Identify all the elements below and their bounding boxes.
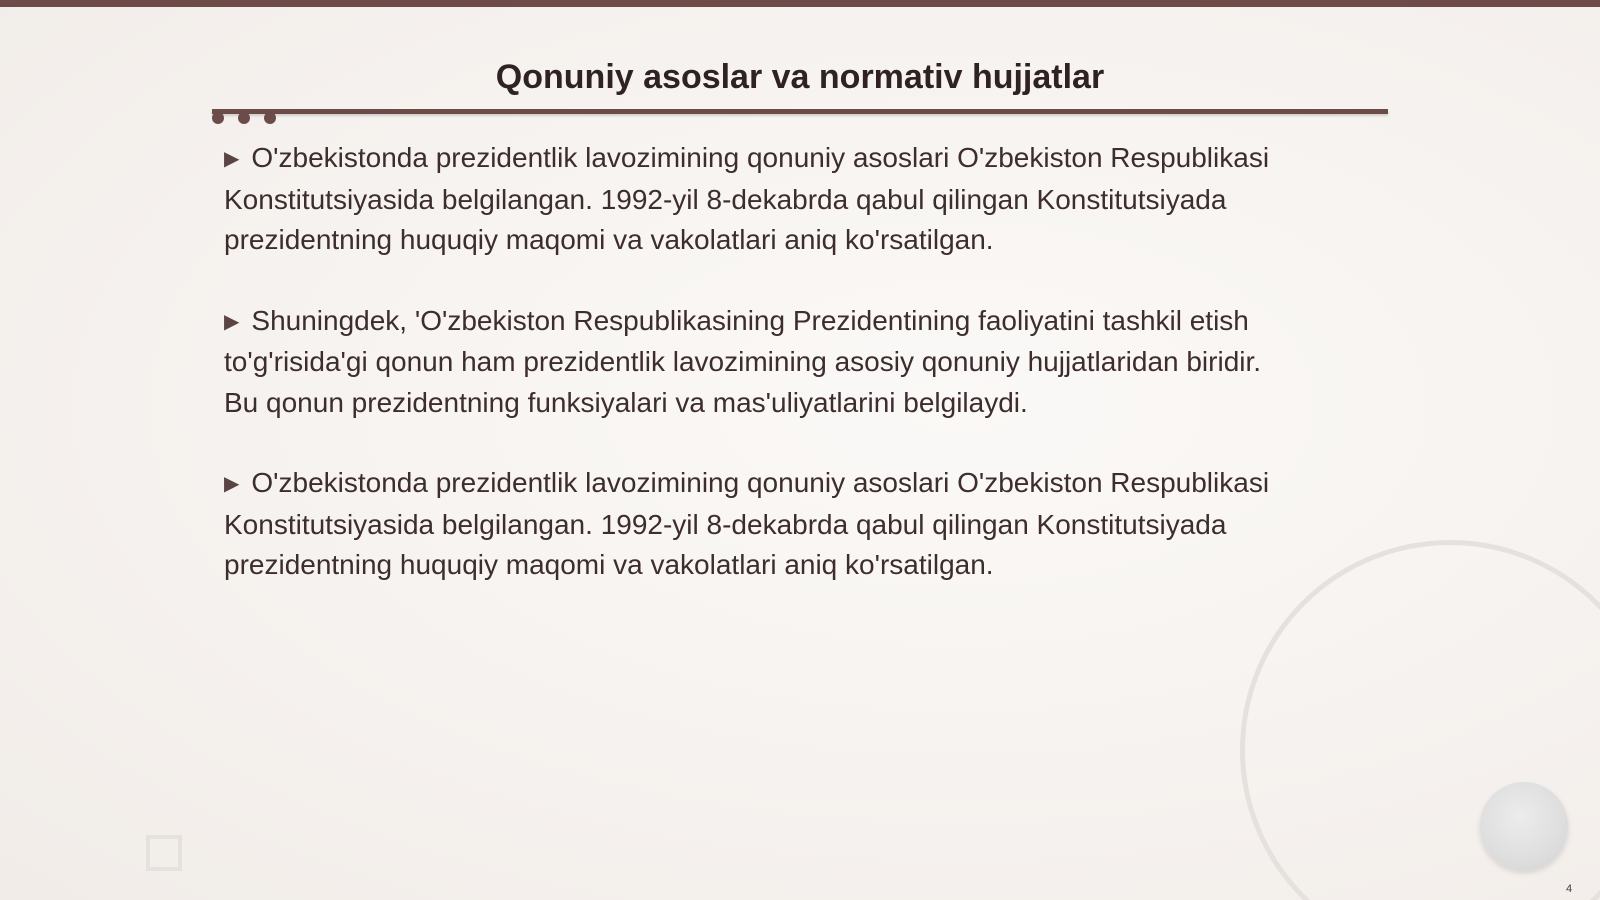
bullet-item <box>224 301 1394 424</box>
top-accent-bar <box>0 0 1600 7</box>
bullet-list <box>224 138 1394 626</box>
triangle-right-icon: ▶ <box>224 473 240 495</box>
title-underline <box>212 109 1388 114</box>
bullet-line: prezidentning huquqiy maqomi va vakolatlari aniq ko'rsatilgan. <box>224 224 994 255</box>
bullet-line: Konstitutsiyasida belgilangan. 1992-yil 8-dekabrda qabul qilingan Konstitutsiyada <box>224 508 1227 540</box>
bullet-line: O'zbekistonda prezidentlik lavozimining qonuniy asoslari O'zbekiston Respublikasi <box>251 467 1270 498</box>
bullet-line: Shuningdek, 'O'zbekiston Respublikasining Prezidentining faoliyatini tashkil etish <box>251 304 1249 336</box>
page-number: 4 <box>1566 883 1573 895</box>
decorative-dot <box>238 112 250 124</box>
triangle-right-icon: ▶ <box>224 310 240 333</box>
triangle-right-icon: ▶ <box>224 148 240 170</box>
decorative-square <box>146 835 182 871</box>
bullet-line: O'zbekistonda prezidentlik lavozimining qonuniy asoslari O'zbekiston Respublikasi <box>251 142 1270 173</box>
bullet-line: to'g'risida'gi qonun ham prezidentlik lavozimining asosiy qonuniy hujjatlaridan biridir. <box>224 346 1262 377</box>
decorative-circle-filled <box>1480 782 1568 870</box>
bullet-line: prezidentning huquqiy maqomi va vakolatlari aniq ko'rsatilgan. <box>224 549 994 580</box>
bullet-item <box>224 138 1394 261</box>
bullet-line: Konstitutsiyasida belgilangan. 1992-yil 8-dekabrda qabul qilingan Konstitutsiyada <box>224 183 1227 215</box>
bullet-item <box>224 463 1394 586</box>
decorative-dot <box>264 112 276 124</box>
slide-title: Qonuniy asoslar va normativ hujjatlar <box>495 58 1105 96</box>
bullet-line: Bu qonun prezidentning funksiyalari va mas'uliyatlarini belgilaydi. <box>224 386 1028 418</box>
decorative-dot <box>212 112 224 124</box>
